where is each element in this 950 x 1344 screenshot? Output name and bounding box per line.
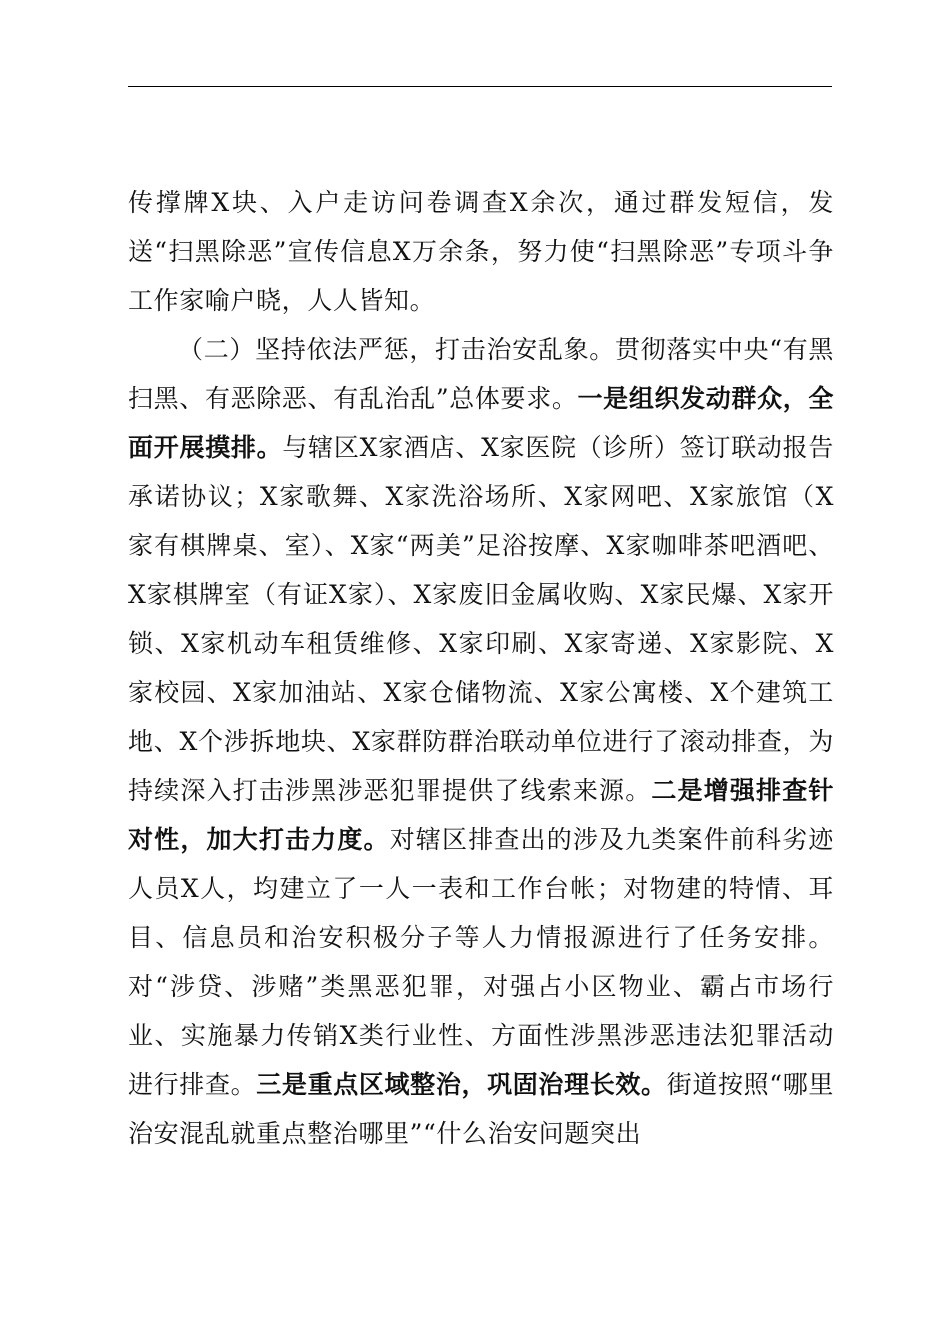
point-2-text: 对辖区排查出的涉及九类案件前科劣迹人员X人，均建立了一人一表和工作台帐；对物建的特情、耳目、信息员和治安积极分子等人力情报源进行了任务安排。对“涉贷、涉赌”类黑恶犯罪，对强占小区物业、霸占市场行业、实施暴力传销X类行业性、方面性涉黑涉恶违法犯罪活动进行排查。 bbox=[128, 825, 834, 1099]
point-1-text: 与辖区X家酒店、X家医院（诊所）签订联动报告承诺协议；X家歌舞、X家洗浴场所、X家网吧、X家旅馆（X家有棋牌桌、室）、X家“两美”足浴按摩、X家咖啡茶吧酒吧、X家棋牌室（有证X家）、X家废旧金属收购、X家民爆、X家开锁、X家机动车租赁维修、X家印刷、X家寄递、X家影院、X家校园、X家加油站、X家仓储物流、X家公寓楼、X个建筑工地、X个涉拆地块、X家群防群治联动单位进行了滚动排查，为持续深入打击涉黑涉恶犯罪提供了线索来源。 bbox=[128, 433, 834, 805]
point-1-title: 一是组织发动群众，全面开展摸排。 bbox=[128, 384, 834, 462]
document-body bbox=[128, 178, 834, 1158]
header-rule bbox=[128, 86, 832, 87]
point-3-text: 街道按照“哪里治安混乱就重点整治哪里”“什么治安问题突出 bbox=[128, 1070, 834, 1148]
paragraph-2 bbox=[128, 325, 834, 1158]
paragraph-1: 传撑牌X块、入户走访问卷调查X余次，通过群发短信，发送“扫黑除恶”宣传信息X万余条，努力使“扫黑除恶”专项斗争工作家喻户晓，人人皆知。 bbox=[128, 188, 834, 315]
point-3-title: 三是重点区域整治，巩固治理长效。 bbox=[256, 1070, 667, 1099]
paragraph-2-lead: （二）坚持依法严惩，打击治安乱象。贯彻落实中央“有黑扫黑、有恶除恶、有乱治乱”总体要求。 bbox=[128, 335, 834, 413]
point-2-title: 二是增强排查针对性，加大打击力度。 bbox=[128, 776, 834, 854]
